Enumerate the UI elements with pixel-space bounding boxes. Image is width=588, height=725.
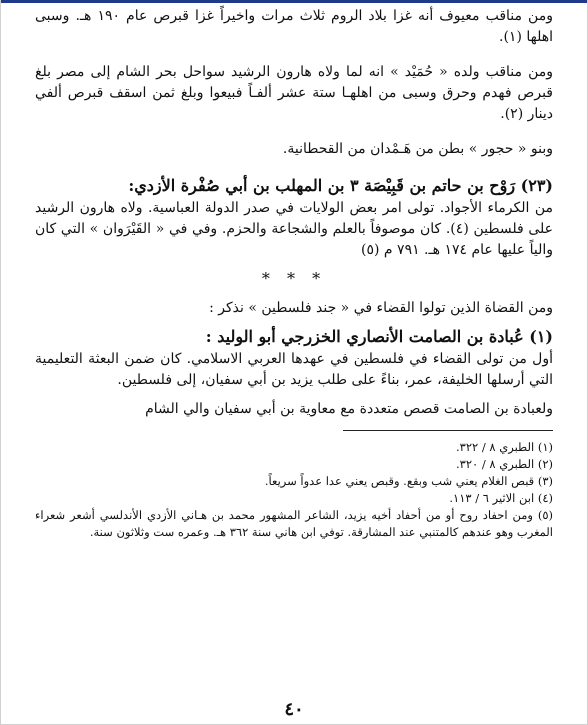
section-separator: * * * (261, 269, 327, 288)
paragraph-2: ومن مناقب ولده « حُمَيْد » انه لما ولاه هارون الرشيد سواحل بحر الشام إلى مصر بلغ قبرص فهدم وحرق وسبى من اهلهـا ستة عشر ألفـاً فبيعوا وبلغ ثمن اسقف قبرص ألفي دينار (٢). (35, 64, 553, 122)
footnote-2: (٢) الطبري ٨ / ٣٢٠. (456, 457, 553, 471)
footnote-1: (١) الطبري ٨ / ٣٢٢. (456, 440, 553, 454)
page-content (35, 6, 553, 541)
footnote-4: (٤) ابن الاثير ٦ / ١١٣. (449, 491, 553, 505)
footnote-5: (٥) ومن احفاد روح أو من أحفاد أخيه يزيد، الشاعر المشهور محمد بن هـاني الأزدي الأندلسي أشعر شعراء المغرب وهو عندهم كالمتنبي عند المشارقة. توفي ابن هاني سنة ٣٦٢ هـ. وعمره ست وثلاثون سنة. (35, 508, 553, 539)
page-number: ٤٠ (284, 699, 304, 720)
paragraph-5: ومن القضاة الذين تولوا القضاء في « جند فلسطين » نذكر : (209, 300, 553, 316)
top-border (1, 0, 587, 3)
paragraph-3: وبنو « حجور » بطن من هَـمْدان من القحطانية. (282, 141, 553, 157)
paragraph-1: ومن مناقب معيوف أنه غزا بلاد الروم ثلاث مرات واخيراً غزا قبرص عام ١٩٠ هـ. وسبى اهلها (١). (35, 8, 553, 45)
heading-entry-1: (١) عُبادة بن الصامت الأنصاري الخزرجي أبو الوليد : (205, 327, 553, 346)
footnote-divider (343, 430, 553, 431)
heading-entry-23: (٢٣) رَوْح بن حاتم بن قَبِيْصَة ٣ بن المهلب بن أبي صُفْرة الأزدي: (128, 176, 553, 195)
footnote-3: (٣) قبص الغلام يعني شب وبقع. وقبص يعني عدا عدواً سريعاً. (264, 474, 553, 488)
paragraph-7: ولعبادة بن الصامت قصص متعددة مع معاوية بن أبي سفيان والي الشام (145, 401, 553, 417)
paragraph-6: أول من تولى القضاء في فلسطين في عهدها العربي الاسلامي. كان ضمن البعثة التعليمية التي أرسلها الخليفة، عمر، بناءً على طلب يزيد بن أبي سفيان، إلى فلسطين. (35, 351, 553, 388)
paragraph-4: من الكرماء الأجواد. تولى امر بعض الولايات في صدر الدولة العباسية. ولاه هارون الرشيد على فلسطين (٤). كان موصوفاً بالعلم والشجاعة والحزم. وفي في « القَيْرَوان » التي كان والياً عليها عام ١٧٤ هـ. ٧٩١ م (٥) (35, 200, 554, 258)
